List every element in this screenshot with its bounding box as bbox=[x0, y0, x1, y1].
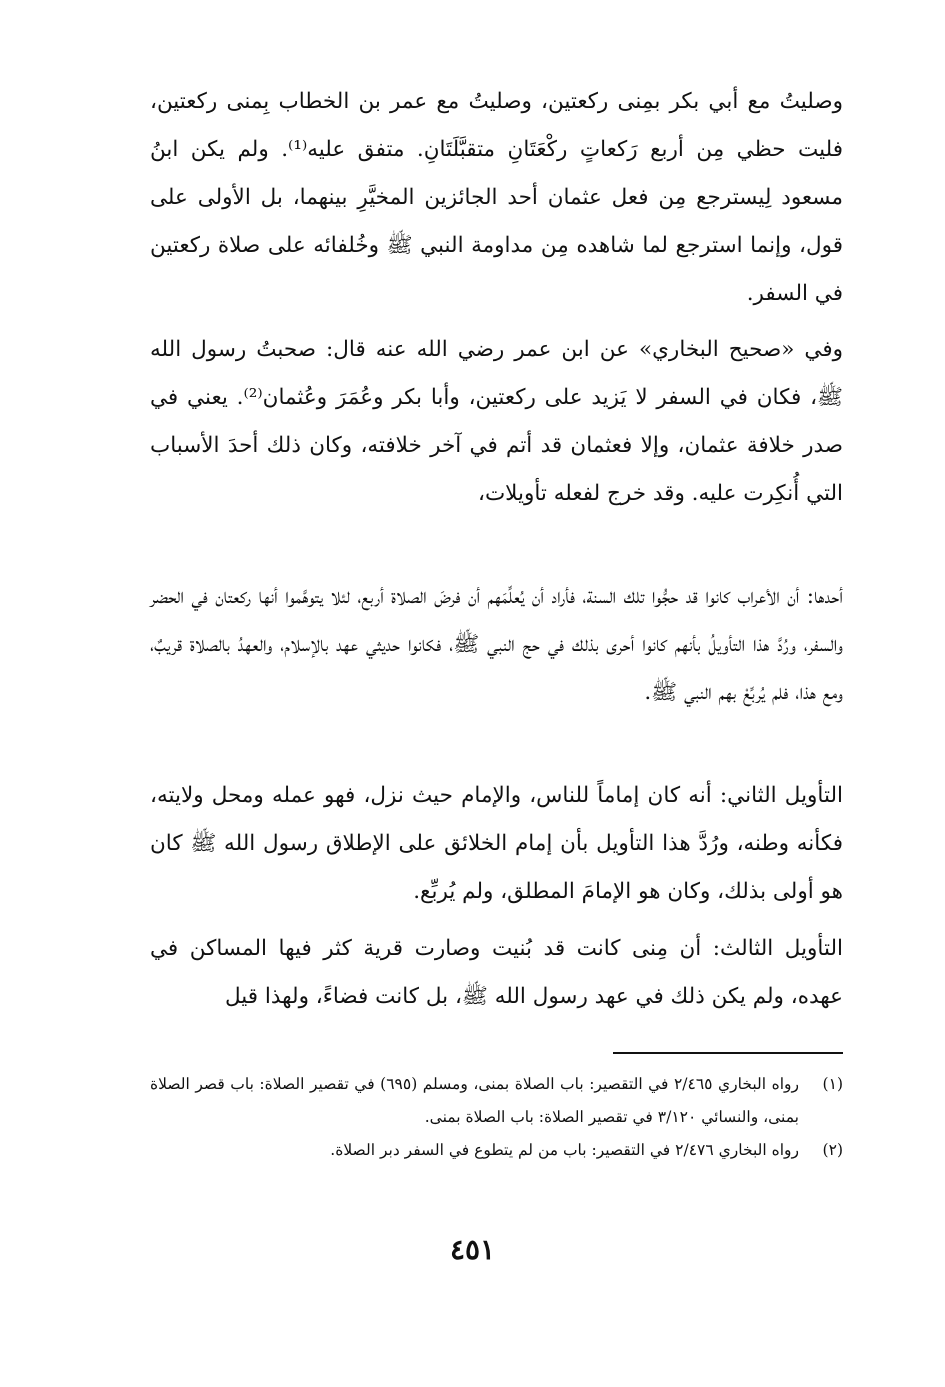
footnotes bbox=[150, 1068, 843, 1167]
footnote-text: رواه البخاري ٢/٤٦٥ في التقصير: باب الصلاة بمنى، ومسلم (٦٩٥) في تقصير الصلاة: باب قصر الصلاة بمنى، والنسائي ٣/١٢٠ في تقصير الصلاة: باب الصلاة بمنى. bbox=[150, 1075, 799, 1126]
footnote-separator-rule bbox=[613, 1052, 843, 1054]
page-number: ٤٥١ bbox=[449, 1233, 496, 1266]
body-paragraph-2: وفي «صحيح البخاري» عن ابن عمر رضي الله عنه قال: صحبتُ رسول الله ﷺ، فكان في السفر لا يَزيد على ركعتين، وأبا بكر وعُمَرَ وعُثمان⁽²⁾. يعني في صدر خلافة عثمان، وإلا فعثمان قد أتم في آخر خلافته، وكان ذلك أحدَ الأسباب التي أُنكِرت عليه. وقد خرج لفعله تأويلات، bbox=[150, 337, 843, 506]
footnote-1 bbox=[150, 1068, 843, 1134]
body-paragraph-3: أحدها: أن الأعراب كانوا قد حجُّوا تلك السنة، فأراد أن يُعلِّمَهم أن فرضَ الصلاة أربع، لئلا يتوهَّموا أنها ركعتان في الحضر والسفر، ورُدَّ هذا التأويلُ بأنهم كانوا أحرى بذلك في حج النبي ﷺ، فكانوا حديثي عهد بالإسلام، والعهدُ بالصلاة قريبٌ، ومع هذا، فلم يُربِّعْ بهم النبي ﷺ. bbox=[150, 584, 843, 705]
body-paragraph-5: التأويل الثالث: أن مِنى كانت قد بُنيت وصارت قرية كثر فيها المساكن في عهده، ولم يكن ذلك في عهد رسول الله ﷺ، بل كانت فضاءً، ولهذا قيل bbox=[150, 936, 843, 1009]
body-paragraph-4: التأويل الثاني: أنه كان إماماً للناس، والإمام حيث نزل، فهو عمله ومحل ولايته، فكأنه وطنه، ورُدَّ هذا التأويل بأن إمام الخلائق على الإطلاق رسول الله ﷺ كان هو أولى بذلك، وكان هو الإمامَ المطلق، ولم يُربِّع. bbox=[150, 783, 843, 904]
footnote-2 bbox=[150, 1134, 843, 1167]
footnote-text: رواه البخاري ٢/٤٧٦ في التقصير: باب من لم يتطوع في السفر دبر الصلاة. bbox=[330, 1141, 799, 1159]
footnote-number: (١) bbox=[822, 1075, 843, 1093]
footnote-number: (٢) bbox=[822, 1141, 843, 1159]
body-paragraph-1: وصليتُ مع أبي بكر بمِنى ركعتين، وصليتُ مع عمر بن الخطاب بِمنى ركعتين، فليت حظي مِن أربع رَكعاتٍ ركْعَتَانِ متقبَّلَتَانِ. متفق عليه⁽¹⁾. ولم يكن ابنُ مسعود لِيسترجع مِن فعل عثمان أحد الجائزين المخيَّرِ بينهما، بل الأولى على قول، وإنما استرجع لما شاهده مِن مداومة النبي ﷺ وخُلفائه على صلاة ركعتين في السفر. bbox=[150, 89, 843, 306]
